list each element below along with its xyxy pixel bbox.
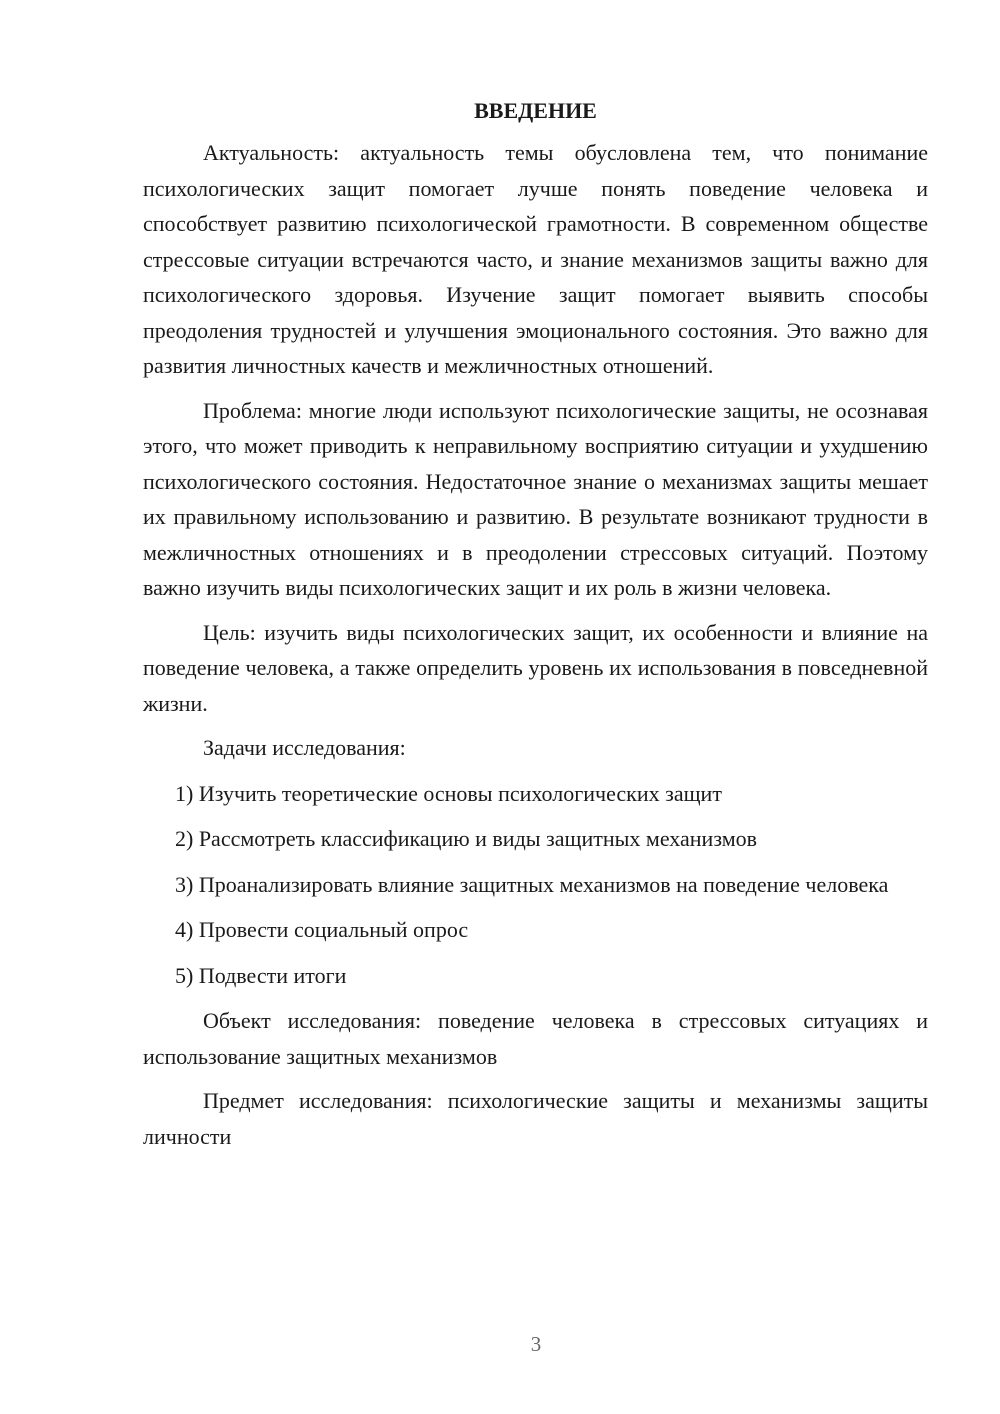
task-item-3: 3) Проанализировать влияние защитных механизмов на поведение человека (175, 871, 889, 897)
page-number: 3 (530, 1332, 542, 1356)
paragraph-object: Объект исследования: поведение человека в стрессовых ситуациях и использование защитных механизмов (143, 1008, 928, 1069)
section-heading: ВВЕДЕНИЕ (474, 98, 597, 123)
task-item-5: 5) Подвести итоги (175, 962, 347, 988)
tasks-list (143, 776, 928, 994)
tasks-title: Задачи исследования: (203, 735, 406, 760)
paragraph-problem: Проблема: многие люди используют психологические защиты, не осознавая этого, что может приводить к неправильному восприятию ситуации и ухудшению психологического состояния. Недостаточное знание о механизмах защиты мешает их правильному использованию и развитию. В результате возникают трудности в межличностных отношениях и в преодолении стрессовых ситуаций. Поэтому важно изучить виды психологических защит и их роль в жизни человека. (143, 397, 928, 600)
task-item-4: 4) Провести социальный опрос (175, 917, 469, 942)
paragraph-goal: Цель: изучить виды психологических защит, их особенности и влияние на поведение человека, а также определить уровень их использования в повседневной жизни. (143, 619, 928, 716)
document-body (143, 93, 928, 1163)
task-item-2: 2) Рассмотреть классификацию и виды защитных механизмов (175, 826, 758, 851)
task-item-1: 1) Изучить теоретические основы психологических защит (175, 780, 722, 806)
paragraph-relevance: Актуальность: актуальность темы обусловлена тем, что понимание психологических защит помогает лучше понять поведение человека и способствует развитию психологической грамотности. В современном обществе стрессовые ситуации встречаются часто, и знание механизмов защиты важно для психологического здоровья. Изучение защит помогает выявить способы преодоления трудностей и улучшения эмоционального состояния. Это важно для развития личностных качеств и межличностных отношений. (143, 140, 928, 378)
paragraph-subject: Предмет исследования: психологические защиты и механизмы защиты личности (143, 1088, 928, 1149)
